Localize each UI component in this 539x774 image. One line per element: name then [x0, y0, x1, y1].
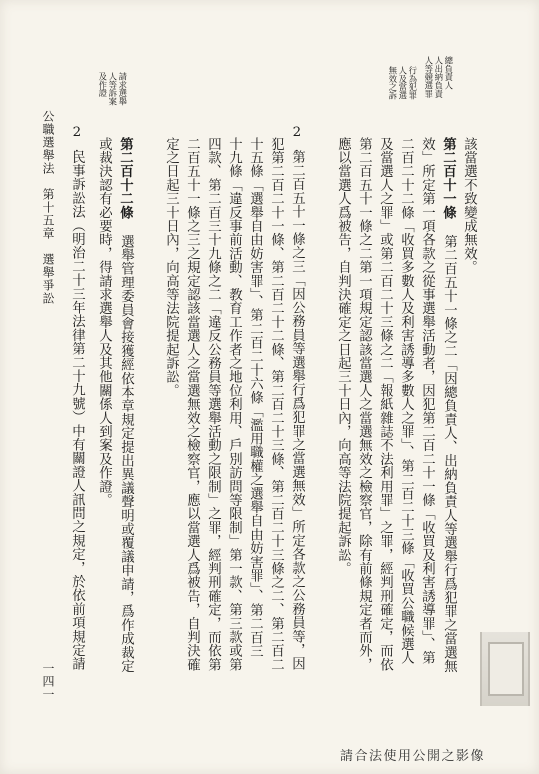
- text-column: 四款、第二百三十九條之二「違反公務員等選舉活動之限制」之罪，經判刑確定，而依第: [205, 137, 221, 672]
- note-line: 人出納負責: [433, 56, 444, 98]
- text-column: [441, 137, 455, 673]
- text-column: [118, 137, 132, 673]
- text-column: 及當選人之罪」或第二百二十三條之二「報紙雜誌不法利用罪」之罪，經判刑確定，而依: [377, 137, 393, 672]
- article-heading: 第二百十一條: [440, 137, 457, 220]
- text-column: 第二百五十一條之二第一項規定認該當選人之當選無效之檢察官，除有前條規定者而外，: [356, 137, 372, 672]
- text-column: 效」所定第一項各款之從事選舉活動者，因犯第二百二十一條「收買及利害誘導罪」、第: [419, 137, 435, 665]
- margin-notes: [362, 56, 456, 118]
- text-column: 定之日起三十日內，向高等法院提起訴訟。: [163, 137, 179, 398]
- running-header: 公職選舉法 第十五章 選舉爭訟: [41, 110, 55, 305]
- note-line: 無效之訴: [387, 66, 398, 100]
- text-column: 十九條「違反事前活動、教育工作者之地位利用、戶別訪問等限制」第一款、第三款或第: [226, 137, 242, 672]
- text-column: 第二百五十一條之三「因公務員等選舉行爲犯罪之當選無效」所定各款之公務員等，因: [289, 150, 305, 671]
- note-line: 人等競選罪: [423, 56, 434, 98]
- paragraph-number: 2.: [289, 125, 305, 156]
- note-line: 及作證: [97, 72, 108, 98]
- article-text: 選舉管理委員會接獲經依本章規定提出異議聲明或覆議申請，爲作成裁定: [118, 219, 134, 673]
- copyright-footer: 請合法使用公開之影像: [340, 749, 486, 764]
- article-text: 第二百五十一條之二「因總負責人、出納負責人等選舉行爲犯罪之當選無: [441, 219, 457, 673]
- article-heading: 第二百十二條: [117, 137, 134, 220]
- note-line: 行為犯罪: [407, 66, 418, 100]
- text-column: 民事訴訟法（明治二十三年法律第二十九號）中有關證人訊問之規定，於依前項規定請: [69, 150, 85, 671]
- text-column: 應以當選人爲被告，自判決確定之日起三十日內，向高等法院提起訴訟。: [335, 137, 351, 576]
- note-line: 人及當選: [397, 66, 408, 100]
- paragraph-number: 2.: [69, 125, 85, 156]
- text-column: 或裁決認有必要時，得請求選舉人及其他關係人到案及作證。: [96, 137, 112, 507]
- binding-mark: [480, 632, 530, 706]
- text-column: 該當選不致變成無效。: [461, 137, 477, 274]
- text-column: 犯第二百二十一條、第二百二十二條、第二百二十三條、第二百二十三條之二、第二百二: [268, 137, 284, 672]
- text-column: 二百五十一條之三之規定認該當選人之當選無效之檢察官，應以當選人爲被告，自判決確: [184, 137, 200, 672]
- note-line: 請求選舉: [117, 72, 128, 106]
- note-line: 人等訴案: [107, 72, 118, 106]
- text-column: 二百二十二條「收買多數人及利害誘導多數人之罪」、第二百二十三條「收買公職候選人: [398, 137, 414, 665]
- note-line: 總負責人: [443, 56, 454, 90]
- text-column: 十五條「選舉自由妨害罪」、第二百二十六條「濫用職權之選舉自由妨害罪」、第二百三: [247, 137, 263, 658]
- page-number: 一四一: [41, 662, 55, 701]
